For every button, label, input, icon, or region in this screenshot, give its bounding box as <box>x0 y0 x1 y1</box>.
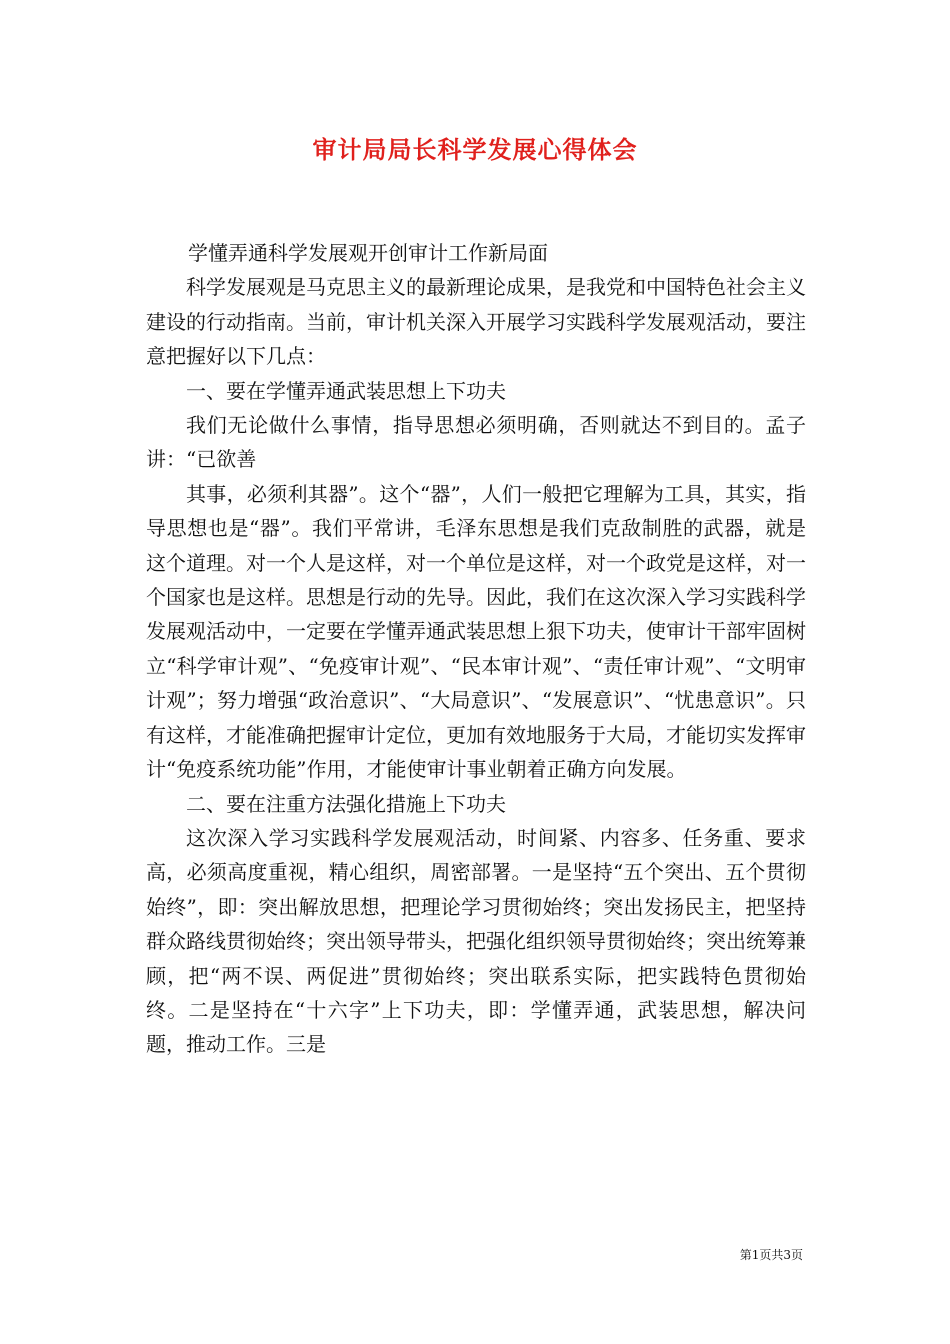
paragraph-intro: 科学发展观是马克思主义的最新理论成果，是我党和中国特色社会主义建设的行动指南。当前，审计机关深入开展学习实践科学发展观活动，要注意把握好以下几点： <box>146 275 806 369</box>
document-subtitle: 学懂弄通科学发展观开创审计工作新局面 <box>188 241 548 265</box>
page-indicator: 第1页共3页 <box>739 1248 803 1262</box>
document-body <box>146 236 806 1062</box>
document-title: 审计局局长科学发展心得体会 <box>312 135 638 164</box>
paragraph-1a: 我们无论做什么事情，指导思想必须明确，否则就达不到目的。孟子讲：“已欲善 <box>146 413 806 472</box>
paragraph-2: 这次深入学习实践科学发展观活动，时间紧、内容多、任务重、要求高，必须高度重视，精心组织，周密部署。一是坚持“五个突出、五个贯彻始终”，即：突出解放思想，把理论学习贯彻始终；突出发扬民主，把坚持群众路线贯彻始终；突出领导带头，把强化组织领导贯彻始终；突出统筹兼顾，把“两不误、两促进”贯彻始终；突出联系实际，把实践特色贯彻始终。二是坚持在“十六字”上下功夫，即：学懂弄通，武装思想，解决问题，推动工作。三是 <box>146 825 806 1057</box>
paragraph-1b: 其事，必须利其器”。这个“器”，人们一般把它理解为工具，其实，指导思想也是“器”。我们平常讲，毛泽东思想是我们克敌制胜的武器，就是这个道理。对一个人是这样，对一个单位是这样，对一个政党是这样，对一个国家也是这样。思想是行动的先导。因此，我们在这次深入学习实践科学发展观活动中，一定要在学懂弄通武装思想上狠下功夫，使审计干部牢固树立“科学审计观”、“免疫审计观”、“民本审计观”、“责任审计观”、“文明审计观”；努力增强“政治意识”、“大局意识”、“发展意识”、“忧患意识”。只有这样，才能准确把握审计定位，更加有效地服务于大局，才能切实发挥审计“免疫系统功能”作用，才能使审计事业朝着正确方向发展。 <box>146 481 806 782</box>
section-heading-1: 一、要在学懂弄通武装思想上下功夫 <box>186 378 506 403</box>
section-heading-2: 二、要在注重方法强化措施上下功夫 <box>186 791 506 816</box>
